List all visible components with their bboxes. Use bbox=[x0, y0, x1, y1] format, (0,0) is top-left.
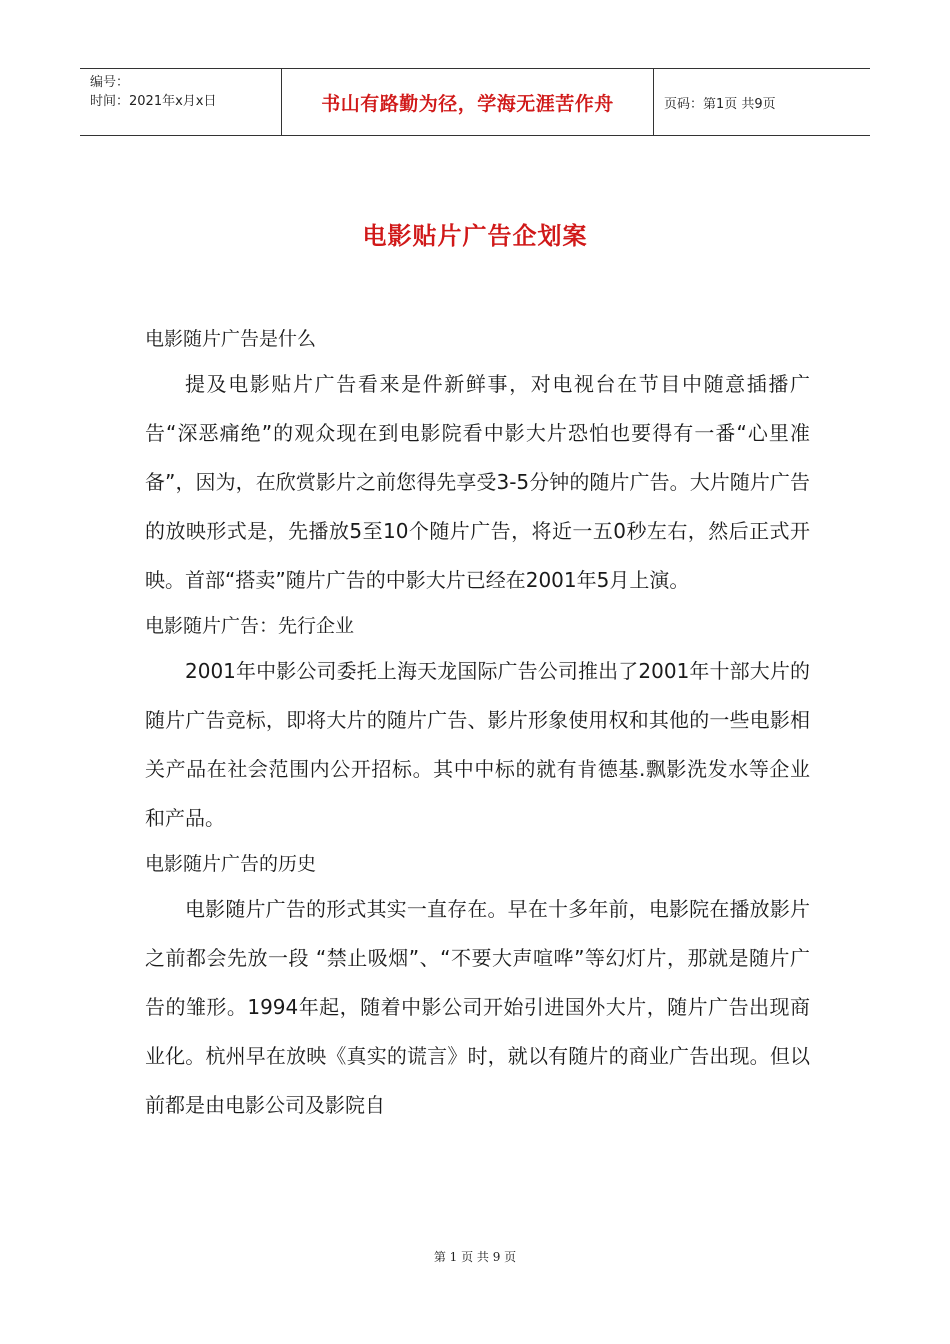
document-header bbox=[80, 68, 870, 136]
document-body bbox=[145, 318, 810, 1130]
section-paragraph: 电影随片广告的形式其实一直存在。早在十多年前，电影院在播放影片之前都会先放一段 “禁止吸烟”、“不要大声喧哗”等幻灯片，那就是随片广告的雏形。1994年起，随着中影公司开始引进国外大片，随片广告出现商业化。杭州早在放映《真实的谎言》时，就以有随片的商业广告出现。但以前都是由电影公司及影院自 bbox=[145, 897, 810, 1117]
serial-number-label: 编号： bbox=[90, 75, 130, 90]
header-motto: 书山有路勤为径，学海无涯苦作舟 bbox=[282, 69, 654, 135]
section-paragraph: 提及电影贴片广告看来是件新鲜事，对电视台在节目中随意插播广告“深恶痛绝”的观众现在到电影院看中影大片恐怕也要得有一番“心里准备”，因为，在欣赏影片之前您得先享受3-5分钟的随片广告。大片随片广告的放映形式是，先播放5至10个随片广告，将近一五0秒左右，然后正式开映。首部“搭卖”随片广告的中影大片已经在2001年5月上演。 bbox=[145, 372, 810, 592]
section-heading: 电影随片广告是什么 bbox=[145, 328, 317, 350]
section-paragraph: 2001年中影公司委托上海天龙国际广告公司推出了2001年十部大片的随片广告竞标，即将大片的随片广告、影片形象使用权和其他的一些电影相关产品在社会范围内公开招标。其中中标的就有肯德基.飘影洗发水等企业和产品。 bbox=[145, 659, 810, 830]
section-heading: 电影随片广告的历史 bbox=[145, 853, 317, 875]
header-page-info: 页码：第1页 共9页 bbox=[664, 96, 776, 112]
header-meta-cell bbox=[80, 69, 282, 135]
page-footer: 第 1 页 共 9 页 bbox=[433, 1250, 517, 1264]
document-title: 电影贴片广告企划案 bbox=[362, 222, 588, 250]
section-heading: 电影随片广告：先行企业 bbox=[145, 615, 355, 637]
date-label: 时间：2021年x月x日 bbox=[90, 94, 217, 109]
